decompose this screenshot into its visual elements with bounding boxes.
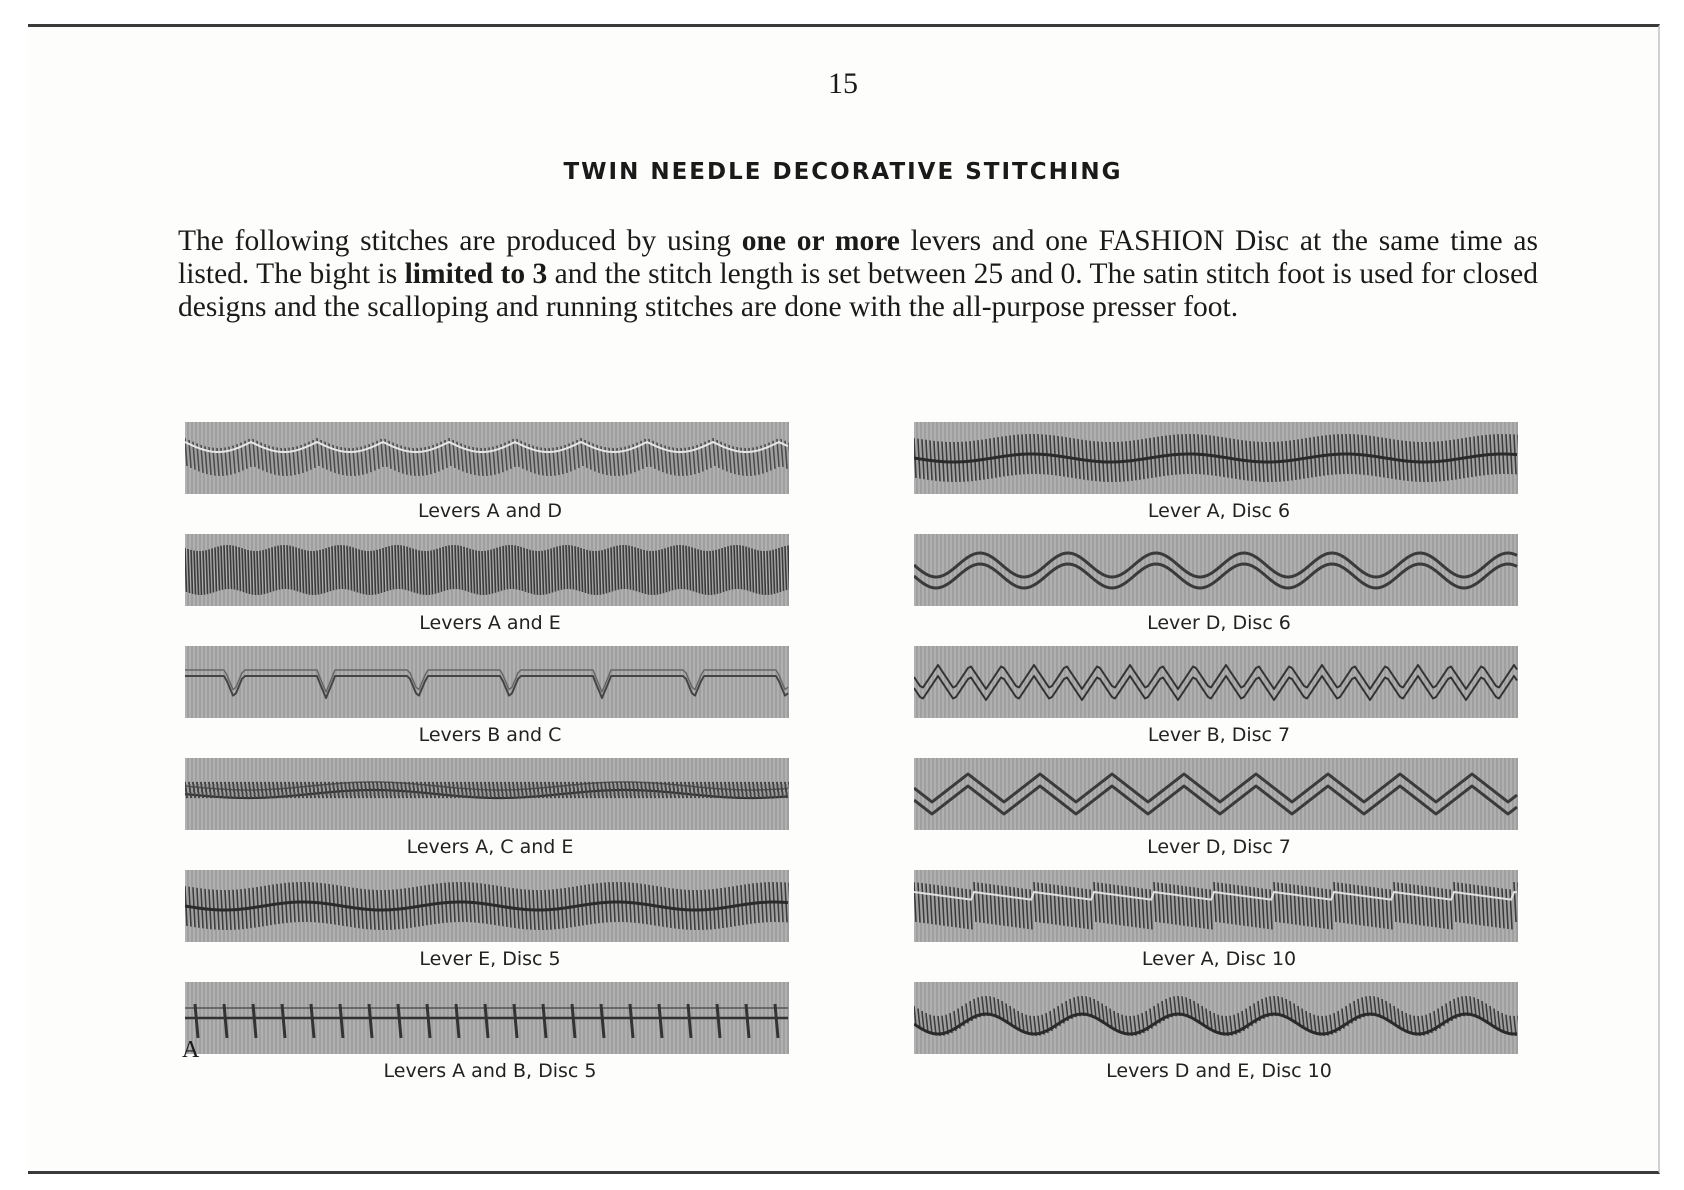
sample-caption: Lever E, Disc 5 bbox=[419, 948, 561, 970]
stitch-sample bbox=[914, 422, 1524, 534]
stitch-swatch-image bbox=[185, 534, 789, 606]
stitch-swatch-image bbox=[185, 422, 789, 494]
sample-caption: Levers A and D bbox=[417, 500, 563, 522]
stitch-sample bbox=[914, 758, 1524, 870]
stitch-swatch-image bbox=[185, 870, 789, 942]
sample-caption: Lever B, Disc 7 bbox=[1147, 724, 1291, 746]
intro-text-1: The following stitches are produced by using bbox=[178, 225, 742, 257]
sample-caption: Levers A and B, Disc 5 bbox=[383, 1060, 597, 1082]
stitch-sample bbox=[914, 870, 1524, 982]
intro-text-3: and the stitch length is set between 25 and 0. The satin stitch foot is used for closed designs and the scalloping and running stitches are done with the all-purpose presser foot. bbox=[178, 258, 1539, 323]
stitch-sample bbox=[914, 534, 1524, 646]
stitch-swatch-image bbox=[185, 982, 789, 1054]
stitch-sample bbox=[185, 646, 795, 758]
stitch-sample bbox=[185, 870, 795, 982]
page-title: TWIN NEEDLE DECORATIVE STITCHING bbox=[563, 159, 1123, 185]
stitch-swatch-image bbox=[914, 758, 1518, 830]
right-sample-column bbox=[914, 422, 1524, 1094]
intro-text-2: levers and one FASHION Disc at the same time as listed. The bight is bbox=[178, 225, 1538, 290]
stitch-sample bbox=[914, 646, 1524, 758]
stitch-sample bbox=[185, 422, 795, 534]
stitch-swatch-image bbox=[914, 870, 1518, 942]
stitch-swatch-image bbox=[185, 646, 789, 718]
stitch-sample bbox=[185, 758, 795, 870]
sample-caption: Lever D, Disc 7 bbox=[1147, 836, 1291, 858]
sample-caption: Levers B and C bbox=[418, 724, 562, 746]
sample-caption: Levers A and E bbox=[419, 612, 561, 634]
intro-bold-2: limited to 3 bbox=[404, 258, 548, 290]
intro-bold-1: one or more bbox=[741, 225, 900, 257]
sample-caption: Lever A, Disc 10 bbox=[1141, 948, 1297, 970]
stitch-sample bbox=[185, 534, 795, 646]
stitch-swatch-image bbox=[914, 646, 1518, 718]
stitch-sample bbox=[914, 982, 1524, 1094]
sample-caption: Lever D, Disc 6 bbox=[1147, 612, 1291, 634]
intro-paragraph bbox=[178, 225, 1538, 324]
left-sample-column bbox=[185, 422, 795, 1094]
stitch-swatch-image bbox=[914, 534, 1518, 606]
sample-caption: Lever A, Disc 6 bbox=[1147, 500, 1291, 522]
corner-letter-mark: A bbox=[182, 1037, 200, 1063]
stitch-swatch-image bbox=[914, 982, 1518, 1054]
sample-caption: Levers D and E, Disc 10 bbox=[1106, 1060, 1332, 1082]
sample-caption: Levers A, C and E bbox=[406, 836, 574, 858]
page-number: 15 bbox=[828, 67, 858, 100]
stitch-swatch-image bbox=[914, 422, 1518, 494]
stitch-swatch-image bbox=[185, 758, 789, 830]
stitch-sample bbox=[185, 982, 795, 1094]
manual-page bbox=[28, 24, 1660, 1174]
